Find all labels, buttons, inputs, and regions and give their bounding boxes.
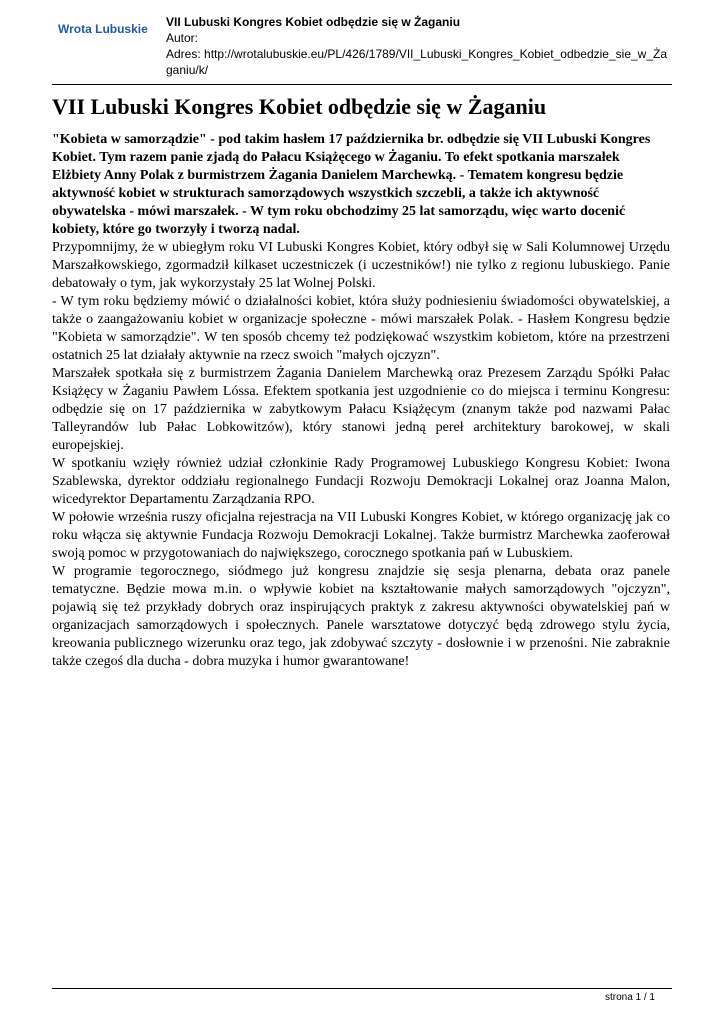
article-paragraph: Przypomnijmy, że w ubiegłym roku VI Lubuski Kongres Kobiet, który odbył się w Sali Kolumnowej Urzędu Marszałkowskiego, zgormadził kilkaset uczestniczek (i uczestników!) nie tylko z regionu lubuskiego. Panie debatowały o tym, jak wykorzystały 25 lat Wolnej Polski. [52, 240, 670, 291]
article-paragraph: - W tym roku będziemy mówić o działalności kobiet, która służy podniesieniu świadomości obywatelskiej, a także o zaangażowaniu kobiet w organizacje społeczne - mówi marszałek Polak. - Hasłem Kongresu będzie "Kobieta w samorządzie". W ten sposób chcemy też podziękować wszystkim kobietom, które na przestrzeni ostatnich 25 lat działały aktywnie na rzecz swoich "małych ojczyzn". [52, 294, 670, 363]
document-meta [166, 14, 672, 78]
meta-address[interactable]: Adres: http://wrotalubuskie.eu/PL/426/1789/VII_Lubuski_Kongres_Kobiet_odbedzie_sie_w_Żaganiu/k/ [166, 47, 668, 77]
article-paragraph: W spotkaniu wzięły również udział członkinie Rady Programowej Lubuskiego Kongresu Kobiet: Iwona Szablewska, dyrektor oddziału regionalnego Fundacji Rozwoju Demokracji Lokalnej oraz Joanna Malon, wicedyrektor Departamentu Zarządzania RPO. [52, 456, 670, 507]
article-title: VII Lubuski Kongres Kobiet odbędzie się w Żaganiu [52, 94, 547, 119]
article-body [52, 131, 670, 671]
article-paragraph: W połowie września ruszy oficjalna rejestracja na VII Lubuski Kongres Kobiet, w którego organizację jak co roku włącza się aktywnie Fundacja Rozwoju Demokracji Lokalnej. Także burmistrz Marchewka zaoferował swoją pomoc w przygotowaniach do największego, corocznego spotkania pań w Lubuskiem. [52, 510, 670, 561]
meta-author: Autor: [166, 31, 199, 45]
header-divider [52, 84, 672, 85]
page-number: strona 1 / 1 [604, 992, 655, 1003]
footer-divider [52, 988, 672, 989]
article-paragraph: W programie tegorocznego, siódmego już kongresu znajdzie się sesja plenarna, debata oraz panele tematyczne. Będzie mowa m.in. o wpływie kobiet na kształtowanie małych samorządowych "ojczyzn", pojawią się też przykłady dobrych oraz inspirujących praktyk z zakresu aktywności obywatelskiej pań w organizacjach samorządowych i społecznych. Panele warsztatowe dotyczyć będą zdrowego stylu życia, kreowania publicznego wizerunku oraz tego, jak zdobywać szczyty - dosłownie i w przenośni. Nie zabraknie także czegoś dla ducha - dobra muzyka i humor gwarantowane! [52, 564, 670, 669]
article-lead: "Kobieta w samorządzie" - pod takim hasłem 17 października br. odbędzie się VII Lubuski Kongres Kobiet. Tym razem panie zjadą do Pałacu Książęcego w Żaganiu. To efekt spotkania marszałek Elżbiety Anny Polak z burmistrzem Żagania Danielem Marchewką. - Tematem kongresu będzie aktywność kobiet w strukturach samorządowych wszystkich szczebli, a także ich aktywność obywatelska - mówi marszałek. - W tym roku obchodzimy 25 lat samorządu, więc warto docenić kobiety, które go tworzyły i tworzą nadal. [52, 132, 651, 237]
article-paragraph: Marszałek spotkała się z burmistrzem Żagania Danielem Marchewką oraz Prezesem Zarządu Spółki Pałac Książęcy w Żaganiu Pawłem Lóssa. Efektem spotkania jest uzgodnienie co do miejsca i terminu Kongresu: odbędzie się on 17 października w zabytkowym Pałacu Książęcym (znanym także pod nazwami Pałac Talleyrandów lub Pałac Lobkowitzów), który stanowi jedną pereł architektury barokowej, w skali europejskiej. [52, 366, 670, 453]
site-logo[interactable]: Wrota Lubuskie [58, 22, 148, 36]
meta-title: VII Lubuski Kongres Kobiet odbędzie się w Żaganiu [166, 15, 461, 29]
